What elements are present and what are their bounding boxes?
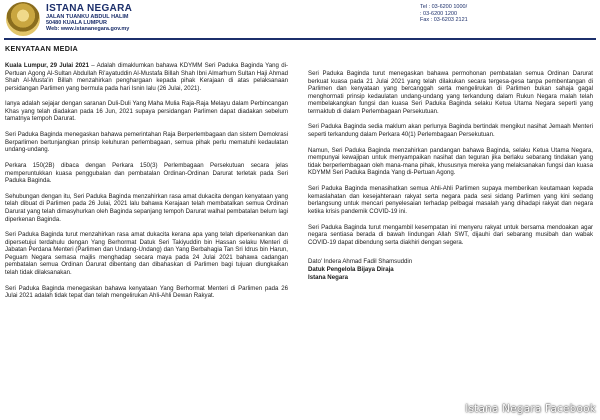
dateline: Kuala Lumpur, 29 Julai 2021 bbox=[5, 62, 89, 69]
left-column bbox=[5, 62, 288, 308]
paragraph: Seri Paduka Baginda menasihatkan semua Ahli-Ahli Parlimen supaya memberikan keutamaan kepada kemaslahatan dan kesejahteraan rakyat serta negara pada sesi sidang Parlimen yang kini sedang berlangsung untuk mencari penyelesaian terhadap pelbagai masalah yang dihadapi rakyat dan negara ketika krisis pandemik COVID-19 ini. bbox=[308, 185, 593, 215]
paragraph: Sehubungan dengan itu, Seri Paduka Baginda menzahirkan rasa amat dukacita dengan kenyataan yang telah dibuat di Parlimen pada 26 Julai, 2021 lalu bahawa Kerajaan telah membatalkan semua Ordinan Darurat yang telah dimasyhurkan oleh Baginda sepanjang tempoh Darurat walhal pembatalan belum lagi diperkenan Baginda. bbox=[5, 192, 288, 223]
signatory-title: Datuk Pengelola Bijaya Diraja bbox=[308, 266, 394, 274]
letterhead-title: ISTANA NEGARA bbox=[46, 3, 133, 14]
address-line: 50480 KUALA LUMPUR bbox=[46, 20, 107, 27]
paragraph-text: – Adalah dimaklumkan bahawa KDYMM Seri Paduka Baginda Yang di-Pertuan Agong Al-Sultan Abdullah Ri'ayatuddin Al-Mustafa Billah Shah Ibni Almarhum Sultan Haji Ahmad Shah Al-Musta'in Billah menzahirkan penghargaan kepada pihak Kerajaan di atas pelaksanaan persidangan Parlimen yang bermula pada hari Isnin lalu (26 Julai, 2021). bbox=[5, 62, 288, 92]
paragraph bbox=[5, 62, 288, 92]
contact-line: : 03-6200 1200 bbox=[420, 10, 458, 17]
signatory-org: Istana Negara bbox=[308, 274, 348, 282]
watermark-text: Istana Negara Facebook bbox=[465, 403, 596, 415]
signature-block bbox=[308, 258, 593, 282]
paragraph: Ianya adalah sejajar dengan saranan Duli-Duli Yang Maha Mulia Raja-Raja Melayu dalam Perbincangan Khas yang telah diadakan pada 16 Jun, 2021 supaya persidangan Parlimen dapat diadakan sebelum tamatnya tempoh Darurat. bbox=[5, 100, 288, 123]
document-heading: KENYATAAN MEDIA bbox=[5, 44, 79, 53]
website-line: Web: www.istananegara.gov.my bbox=[46, 26, 130, 33]
paragraph: Seri Paduka Baginda menegaskan bahawa kenyataan Yang Berhormat Menteri di Parlimen pada 26 Julai 2021 adalah tidak tepat dan telah mengelirukan Ahli-Ahli Dewan Rakyat. bbox=[5, 284, 288, 300]
paragraph: Seri Paduka Baginda turut mengambil kesempatan ini menyeru rakyat untuk bersama mendoakan agar negara sentiasa berada di bawah lindungan Allah SWT, dijauhi dari sebarang musibah dan wabak COVID-19 dapat dibendung serta diakhiri dengan segera. bbox=[308, 223, 593, 246]
header-divider bbox=[4, 38, 596, 40]
paragraph: Seri Paduka Baginda sedia maklum akan perlunya Baginda bertindak mengikut nasihat Jemaah Menteri seperti terkandung dalam Perkara 40(1) Perlembagaan Persekutuan. bbox=[308, 123, 593, 139]
royal-crest-logo bbox=[6, 2, 40, 36]
contact-line: Fax : 03-6203 2121 bbox=[420, 17, 468, 24]
address-line: JALAN TUANKU ABDUL HALIM bbox=[46, 14, 129, 20]
paragraph: Seri Paduka Baginda turut menzahirkan rasa amat dukacita kerana apa yang telah diperkenankan dan dipersetujui terdahulu dengan Yang Berhormat Datuk Seri Takiyuddin bin Hassan selaku Menteri di Jabatan Perdana Menteri (Parlimen dan Undang-Undang) dan Yang Berbahagia Tan Sri Idrus bin Harun, Peguam Negara semasa majlis menghadap secara maya pada 24 Julai 2021 bahawa cadangan pembatalan semua Ordinan Darurat dibentang dan dibahaskan di Parlimen bagi tujuan diungkaikan telah tidak dilaksanakan. bbox=[5, 231, 288, 276]
letterhead-contacts bbox=[420, 4, 468, 24]
letterhead-address bbox=[46, 14, 129, 33]
contact-line: Tel : 03-6200 1000/ bbox=[420, 4, 468, 10]
right-column bbox=[308, 70, 593, 282]
letterhead bbox=[0, 0, 600, 38]
paragraph: Perkara 150(2B) dibaca dengan Perkara 150(3) Perlembagaan Persekutuan secara jelas memperuntukkan kuasa penggubalan dan pembatalan Ordinan-Ordinan Darurat terletak pada Seri Paduka Baginda. bbox=[5, 162, 288, 185]
paragraph: Namun, Seri Paduka Baginda menzahirkan pandangan bahawa Baginda, selaku Ketua Utama Negara, mempunyai kewajipan untuk menyampaikan nasihat dan teguran jika berlaku sebarang tindakan yang tidak berperlembagaan oleh mana-mana pihak, khususnya mereka yang melaksanakan fungsi dan kuasa KDYMM Seri Paduka Baginda Yang di-Pertuan Agong. bbox=[308, 146, 593, 177]
paragraph: Seri Paduka Baginda menegaskan bahawa pemerintahan Raja Berperlembagaan dan sistem Demokrasi Berparlimen bertunjangkan prinsip keluhuran perlembagaan, semua pihak perlu mematuhi kedaulatan undang-undang. bbox=[5, 131, 288, 154]
paragraph: Seri Paduka Baginda turut menegaskan bahawa permohonan pembatalan semua Ordinan Darurat berkuat kuasa pada 21 Julai 2021 yang telah dilakukan secara tergesa-gesa tanpa pembentangan di Parlimen dan kenyataan yang bercanggah serta mengelirukan di Parlimen bukan sahaja gagal menghormati prinsip kedaulatan undang-undang yang terkandung dalam Rukun Negara malah telah membelakangkan fungsi dan kuasa Seri Paduka Baginda selaku Ketua Utama Negara seperti yang termaktub di dalam Perlembagaan Persekutuan. bbox=[308, 70, 593, 115]
signatory-name: Dato' Indera Ahmad Fadil Shamsuddin bbox=[308, 258, 413, 266]
